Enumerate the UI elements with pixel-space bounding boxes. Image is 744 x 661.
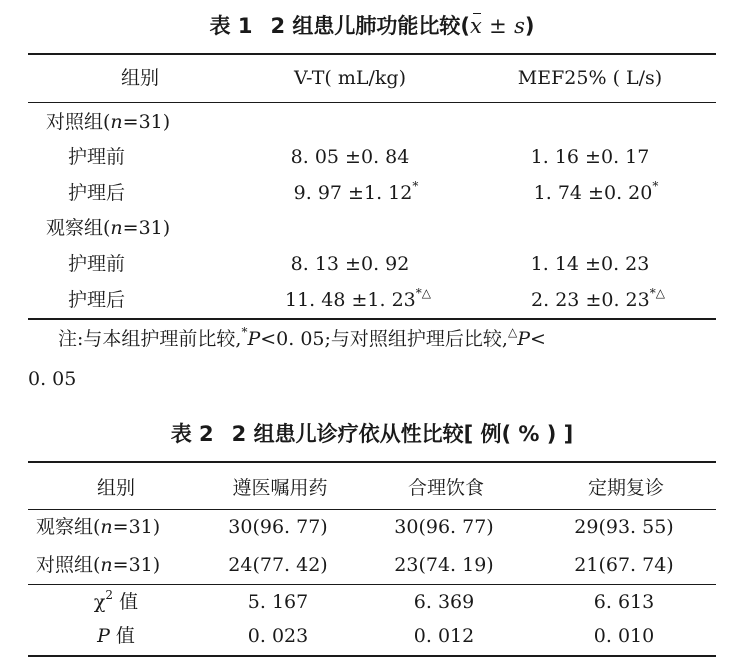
table1-bottom-rule [28, 318, 716, 320]
table1-header-mef: MEF25% ( L/s) [517, 67, 663, 89]
table1-caption-number: 表 1 [209, 14, 253, 38]
table1-caption-stat-pm: ± [489, 14, 507, 38]
table1-cell-vt: 8. 13 ±0. 92 [290, 253, 410, 275]
table1-group-label: 观察组(n=31) [46, 217, 171, 239]
table2-header-medication: 遵医嘱用药 [232, 477, 328, 499]
table1-row-label: 护理前 [68, 146, 126, 168]
table2-p-label: P 值 [97, 625, 135, 647]
table2-header-followup: 定期复诊 [587, 477, 665, 499]
table2-chi-value: 5. 167 [247, 591, 309, 613]
table2-cell: 30(96. 77) [228, 516, 328, 538]
table1-cell-mef: 1. 16 ±0. 17 [530, 146, 650, 168]
table1-top-rule [28, 53, 716, 55]
table2-caption-number: 表 2 [170, 422, 214, 446]
table1-header-group: 组别 [120, 67, 160, 89]
table1-caption-close: ) [524, 14, 535, 38]
table2-cell: 30(96. 77) [394, 516, 494, 538]
table2-stat-rule [28, 584, 716, 585]
table2-header-rule [28, 509, 716, 510]
table2-chi-label: $\chi^2$ 值 [93, 587, 139, 613]
table2-cell: 29(93. 55) [574, 516, 674, 538]
table1-cell-mef: 1. 74 ±0. 20* [533, 178, 659, 204]
table1-note-continuation: 0. 05 [28, 368, 77, 390]
table2-chi-value: 6. 613 [593, 591, 655, 613]
table2-cell: 23(74. 19) [394, 554, 494, 576]
table1-cell-mef: 1. 14 ±0. 23 [530, 253, 650, 275]
table1-row-label: 护理后 [68, 182, 126, 204]
table2-cell: 24(77. 42) [228, 554, 328, 576]
table2-p-value: 0. 010 [593, 625, 655, 647]
table2-row-label: 对照组(n=31) [36, 554, 161, 576]
table1-header-vt: V-T( mL/kg) [294, 67, 406, 89]
table1-note: 注:与本组护理前比较,*P<0. 05;与对照组护理后比较,△P< [58, 324, 546, 350]
table2-chi-value: 6. 369 [413, 591, 475, 613]
table1-caption [0, 10, 744, 40]
table1-cell-vt: 9. 97 ±1. 12* [293, 178, 419, 204]
table2-p-value: 0. 023 [247, 625, 309, 647]
table2-bottom-rule [28, 655, 716, 657]
table2-row-label: 观察组(n=31) [36, 516, 161, 538]
table1-caption-stat-s: s [514, 14, 525, 38]
table2-cell: 21(67. 74) [574, 554, 674, 576]
table2-header-group: 组别 [96, 477, 136, 499]
table1-cell-vt: 8. 05 ±0. 84 [290, 146, 410, 168]
table1-row-label: 护理前 [68, 253, 126, 275]
table1-row-label: 护理后 [68, 289, 126, 311]
table2-top-rule [28, 461, 716, 463]
table2-caption [0, 418, 744, 448]
table1-caption-stat-x: x [470, 14, 482, 38]
table1-header-rule [28, 102, 716, 103]
table1-group-label: 对照组(n=31) [46, 111, 171, 133]
table2-p-value: 0. 012 [413, 625, 475, 647]
table2-caption-title: 2 组患儿诊疗依从性比较[ 例( % ) ] [231, 422, 574, 446]
table1-cell-mef: 2. 23 ±0. 23*△ [531, 285, 665, 311]
table2-header-diet: 合理饮食 [407, 477, 485, 499]
table1-cell-vt: 11. 48 ±1. 23*△ [285, 285, 431, 311]
table1-caption-title: 2 组患儿肺功能比较( [270, 14, 470, 38]
